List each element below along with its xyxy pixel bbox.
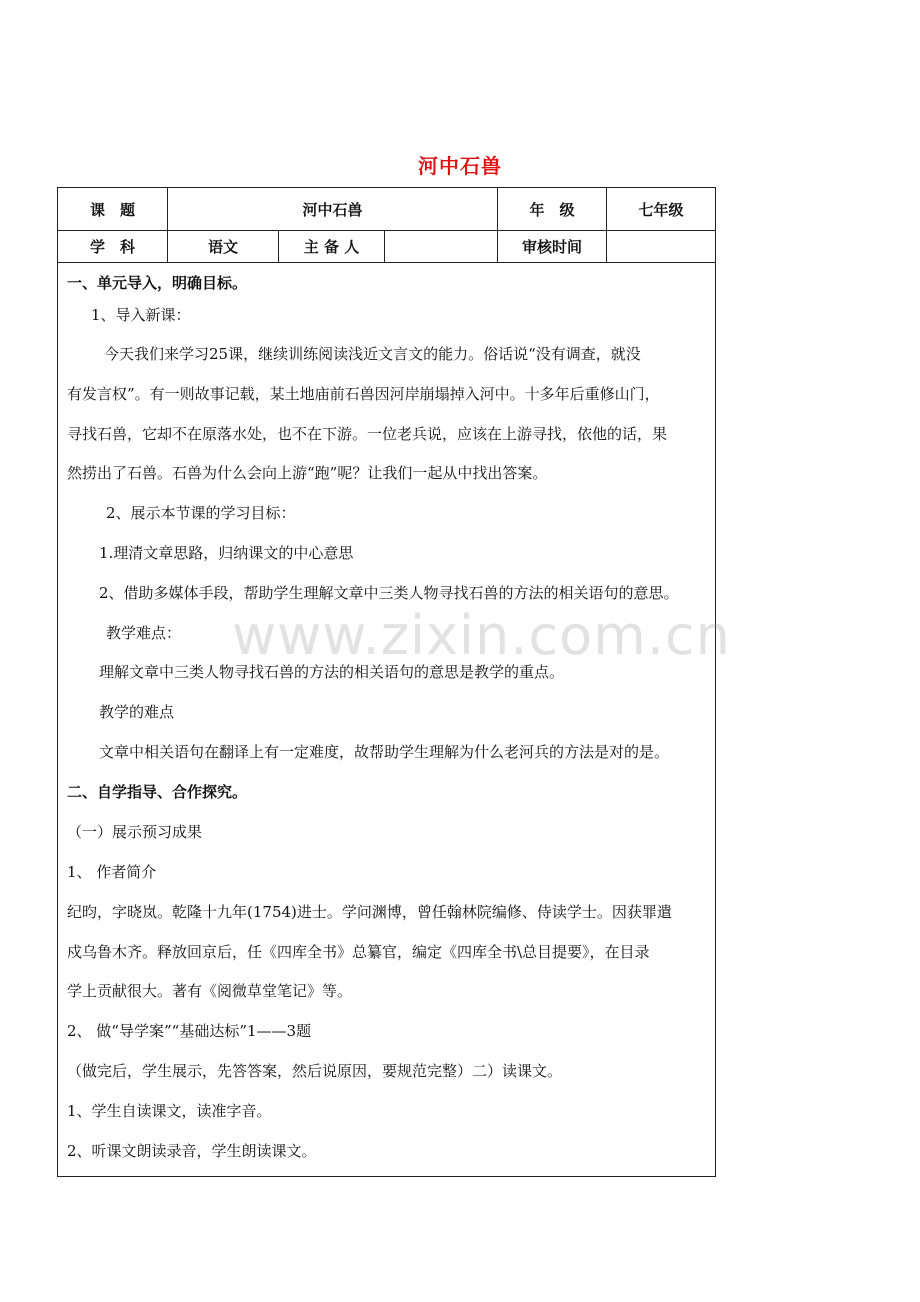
document-title: 河中石兽 bbox=[418, 154, 502, 178]
section-heading-1: 一、单元导入，明确目标。 bbox=[67, 274, 248, 292]
header-row-subject bbox=[58, 230, 715, 263]
course-name: 河中石兽 bbox=[168, 188, 498, 230]
label-review-time: 审核时间 bbox=[498, 230, 607, 262]
preparer-value bbox=[385, 230, 498, 262]
subject-value: 语文 bbox=[168, 230, 279, 262]
author-text-line: 纪昀，字晓岚。乾隆十九年(1754)进士。学问渊博，曾任翰林院编修、侍读学士。因获罪遣 bbox=[67, 903, 672, 921]
intro-paragraph-line: 寻找石兽，它却不在原落水处，也不在下游。一位老兵说，应该在上游寻找，依他的话，果 bbox=[67, 425, 668, 443]
author-text-line: 学上贡献很大。著有《阅微草堂笔记》等。 bbox=[67, 982, 353, 1000]
label-grade: 年 级 bbox=[498, 188, 607, 230]
item-intro: 1、导入新课： bbox=[91, 306, 191, 324]
section-heading-2: 二、自学指导、合作探究。 bbox=[67, 783, 248, 801]
subsection-heading: （一）展示预习成果 bbox=[67, 823, 203, 841]
author-text-line: 戍乌鲁木齐。释放回京后，任《四库全书》总纂官，编定《四库全书\总目提要》，在目录 bbox=[67, 943, 650, 961]
item-goals: 2、展示本节课的学习目标： bbox=[106, 504, 296, 522]
hard-point-label: 教学的难点 bbox=[99, 703, 175, 721]
label-course: 课 题 bbox=[58, 188, 168, 230]
goal-item: 1.理清文章思路，归纳课文的中心意思 bbox=[99, 544, 354, 562]
header-row-course bbox=[58, 188, 715, 231]
reading-step: 1、学生自读课文，读准字音。 bbox=[67, 1102, 272, 1120]
hard-point-text: 文章中相关语句在翻译上有一定难度，故帮助学生理解为什么老河兵的方法是对的是。 bbox=[99, 743, 670, 761]
task-note: （做完后，学生展示，先答答案，然后说原因，要规范完整）二）读课文。 bbox=[67, 1062, 563, 1080]
review-time-value bbox=[607, 230, 715, 262]
label-preparer: 主 备 人 bbox=[279, 230, 385, 262]
task-item: 2、 做“导学案”“基础达标”1——3题 bbox=[67, 1022, 312, 1040]
intro-paragraph-line: 今天我们来学习25课，继续训练阅读浅近文言文的能力。俗话说“没有调查，就没 bbox=[104, 345, 641, 363]
grade-value: 七年级 bbox=[638, 200, 684, 219]
goal-item: 2、借助多媒体手段，帮助学生理解文章中三类人物寻找石兽的方法的相关语句的意思。 bbox=[99, 584, 679, 602]
author-intro-label: 1、 作者简介 bbox=[67, 863, 157, 881]
reading-step: 2、听课文朗读录音，学生朗读课文。 bbox=[67, 1142, 317, 1160]
difficulty-label: 教学难点： bbox=[106, 624, 182, 642]
watermark: www.zixin.com.cn bbox=[232, 604, 731, 667]
lesson-plan-table bbox=[57, 187, 716, 1177]
intro-paragraph-line: 有发言权”。有一则故事记载，某土地庙前石兽因河岸崩塌掉入河中。十多年后重修山门， bbox=[67, 385, 660, 403]
intro-paragraph-line: 然捞出了石兽。石兽为什么会向上游“跑”呢？让我们一起从中找出答案。 bbox=[67, 464, 548, 482]
label-subject: 学 科 bbox=[58, 230, 168, 262]
difficulty-text: 理解文章中三类人物寻找石兽的方法的相关语句的意思是教学的重点。 bbox=[99, 663, 565, 681]
